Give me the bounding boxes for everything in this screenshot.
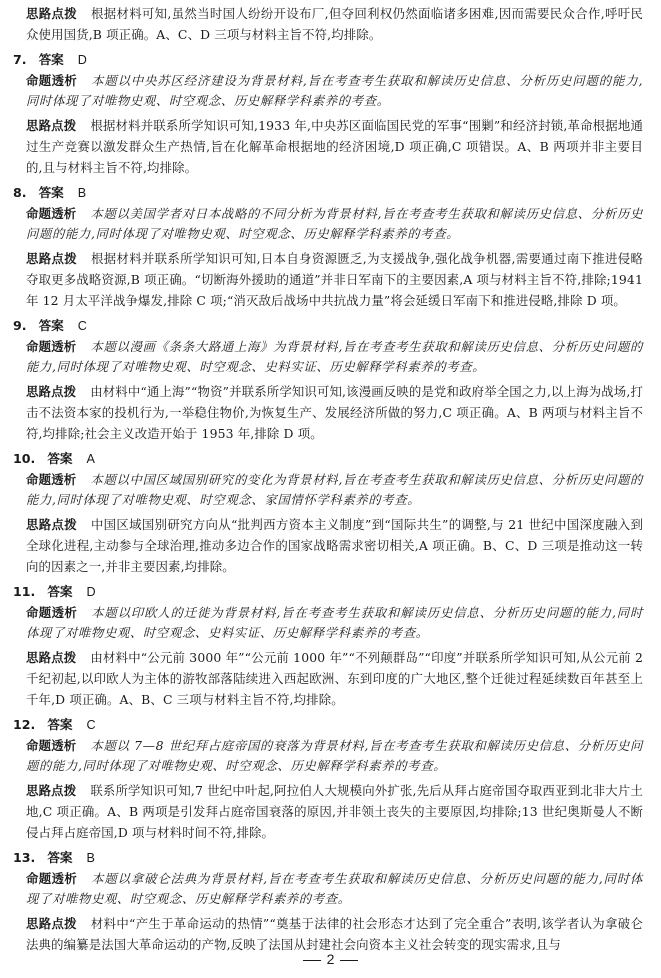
answer-value: D <box>77 52 87 67</box>
answer-value: C <box>86 717 96 732</box>
analysis-label: 命题透析 <box>26 604 78 620</box>
analysis-label: 命题透析 <box>26 338 77 354</box>
question-7-approach <box>13 116 643 178</box>
analysis-text: 本题以漫画《条条大路通上海》为背景材料,旨在考查考生获取和解读历史信息、分析历史问题的能力,同时体现了对唯物史观、时空观念、史料实证、历史解释学科素养的考查。 <box>26 338 643 375</box>
analysis-label: 命题透析 <box>26 72 78 88</box>
approach-text: 材料中“产生于革命运动的热情”“奠基于法律的社会形态才达到了完全重合”表明,该学者认为拿破仑法典的编纂是法国大革命运动的产物,反映了法国从封建社会向资本主义社会转变的现实需求,且与 <box>26 916 643 952</box>
footer-dash-left <box>303 960 321 961</box>
answer-value: A <box>86 451 95 466</box>
page-number: 2 <box>326 951 335 967</box>
approach-text: 根据材料并联系所学知识可知,1933 年,中央苏区面临国民党的军事“围剿”和经济封锁,革命根据地通过生产竞赛以激发群众生产热情,旨在化解革命根据地的经济困境,D 项正确,C 项错误。A、B 两项并非主要目的,且与材料主旨不符,均排除。 <box>26 118 643 175</box>
question-8-approach <box>13 249 643 311</box>
question-number: 12. <box>13 716 36 732</box>
answer-value: B <box>86 850 95 865</box>
analysis-label: 命题透析 <box>26 870 78 886</box>
answer-label: 答案 <box>47 716 73 732</box>
approach-text: 联系所学知识可知,7 世纪中叶起,阿拉伯人大规模向外扩张,先后从拜占庭帝国夺取西亚到北非大片土地,C 项正确。A、B 两项是引发拜占庭帝国衰落的原因,并非领土丧失的主要原因,均排除;13 世纪奥斯曼人不断侵占拜占庭帝国,D 项与材料时间不符,排除。 <box>26 783 643 840</box>
question-number: 11. <box>13 583 36 599</box>
question-number: 13. <box>13 849 36 865</box>
approach-label: 思路点拨 <box>26 6 77 21</box>
question-10-approach <box>13 515 643 577</box>
answer-label: 答案 <box>38 51 64 67</box>
approach-label: 思路点拨 <box>26 118 77 134</box>
analysis-text: 本题以中央苏区经济建设为背景材料,旨在考查考生获取和解读历史信息、分析历史问题的能力,同时体现了对唯物史观、时空观念、历史解释学科素养的考查。 <box>26 72 643 109</box>
question-9-approach <box>13 382 643 444</box>
question-10-header <box>13 449 643 469</box>
question-8-analysis <box>13 204 643 246</box>
analysis-text: 本题以中国区域国别研究的变化为背景材料,旨在考查考生获取和解读历史信息、分析历史问题的能力,同时体现了对唯物史观、时空观念、家国情怀学科素养的考查。 <box>26 471 643 508</box>
question-9-header <box>13 316 643 336</box>
approach-text: 根据材料可知,虽然当时国人纷纷开设布厂,但夺回利权仍然面临诸多困难,因而需要民众合作,呼吁民众使用国货,B 项正确。A、C、D 三项与材料主旨不符,均排除。 <box>26 6 643 42</box>
analysis-text: 本题以拿破仑法典为背景材料,旨在考查考生获取和解读历史信息、分析历史问题的能力,同时体现了对唯物史观、时空观念、历史解释学科素养的考查。 <box>26 870 643 907</box>
analysis-label: 命题透析 <box>26 471 77 487</box>
intro-approach <box>13 4 643 46</box>
approach-text: 由材料中“公元前 3000 年”“公元前 1000 年”“不列颠群岛”“印度”并联系所学知识可知,从公元前 2 千纪初起,以印欧人为主体的游牧部落陆续进入西起欧洲、东到印度的广大地区,整个迁徙过程延续数百年甚至上千年,D 项正确。A、B、C 三项与材料主旨不符,均排除。 <box>26 650 643 707</box>
answer-label: 答案 <box>47 583 73 599</box>
question-13-header <box>13 848 643 868</box>
page-footer <box>0 951 661 967</box>
question-7-header <box>13 50 643 70</box>
answer-value: B <box>77 185 87 200</box>
question-7-analysis <box>13 71 643 113</box>
question-10-analysis <box>13 470 643 512</box>
footer-dash-right <box>340 960 358 961</box>
question-12-analysis <box>13 736 643 778</box>
approach-text: 由材料中“通上海”“物资”并联系所学知识可知,该漫画反映的是党和政府举全国之力,以上海为战场,打击不法资本家的投机行为,一举稳住物价,为恢复生产、发展经济所做的努力,C 项正确。A、B 两项与材料主旨不符,均排除;社会主义改造开始于 1953 年,排除 D 项。 <box>26 384 643 441</box>
question-number: 9. <box>13 317 27 333</box>
question-12-header <box>13 715 643 735</box>
question-11-approach <box>13 648 643 710</box>
approach-text: 根据材料并联系所学知识可知,日本自身资源匮乏,为支援战争,强化战争机器,需要通过南下推进侵略夺取更多战略资源,B 项正确。“切断海外援助的通道”并非日军南下的主要因素,A 项与材料主旨不符,排除;1941 年 12 月太平洋战争爆发,排除 C 项;“消灭敌后战场中共抗战力量”将会延缓日军南下和推进侵略,排除 D 项。 <box>26 251 643 308</box>
question-13-analysis <box>13 869 643 911</box>
approach-label: 思路点拨 <box>26 517 77 533</box>
analysis-label: 命题透析 <box>26 205 77 221</box>
approach-label: 思路点拨 <box>26 916 77 932</box>
question-12-approach <box>13 781 643 843</box>
approach-label: 思路点拨 <box>26 251 77 267</box>
answer-label: 答案 <box>47 849 73 865</box>
approach-label: 思路点拨 <box>26 783 77 799</box>
analysis-label: 命题透析 <box>26 737 77 753</box>
answer-label: 答案 <box>38 317 64 333</box>
question-13-approach <box>13 914 643 956</box>
answer-label: 答案 <box>47 450 73 466</box>
question-8-header <box>13 183 643 203</box>
question-number: 7. <box>13 51 27 67</box>
question-number: 8. <box>13 184 27 200</box>
analysis-text: 本题以美国学者对日本战略的不同分析为背景材料,旨在考查考生获取和解读历史信息、分析历史问题的能力,同时体现了对唯物史观、时空观念、历史解释学科素养的考查。 <box>26 205 643 242</box>
question-11-analysis <box>13 603 643 645</box>
answer-value: D <box>86 584 96 599</box>
question-11-header <box>13 582 643 602</box>
answer-value: C <box>77 318 87 333</box>
approach-label: 思路点拨 <box>26 650 77 666</box>
analysis-text: 本题以 7—8 世纪拜占庭帝国的衰落为背景材料,旨在考查考生获取和解读历史信息、分析历史问题的能力,同时体现了对唯物史观、时空观念、历史解释学科素养的考查。 <box>26 737 643 774</box>
question-number: 10. <box>13 450 36 466</box>
answer-label: 答案 <box>38 184 64 200</box>
approach-label: 思路点拨 <box>26 384 77 400</box>
question-9-analysis <box>13 337 643 379</box>
approach-text: 中国区域国别研究方向从“批判西方资本主义制度”到“国际共生”的调整,与 21 世纪中国深度融入到全球化进程,主动参与全球治理,推动多边合作的国家战略需求密切相关,A 项正确。B、C、D 三项是推动这一转向的因素之一,并非主要因素,均排除。 <box>26 517 643 574</box>
analysis-text: 本题以印欧人的迁徙为背景材料,旨在考查考生获取和解读历史信息、分析历史问题的能力,同时体现了对唯物史观、时空观念、史料实证、历史解释学科素养的考查。 <box>26 604 643 641</box>
